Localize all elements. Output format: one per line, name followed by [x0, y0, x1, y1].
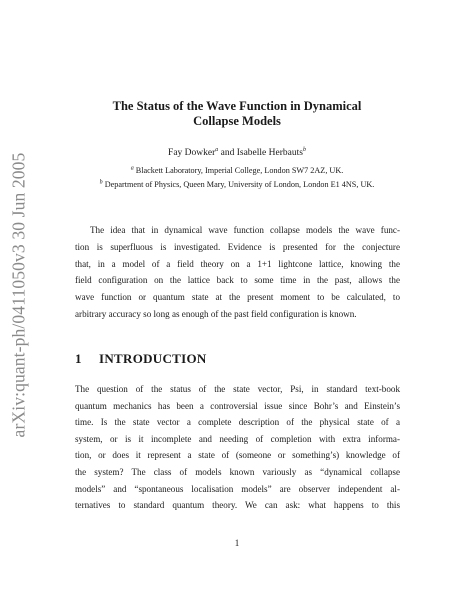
affiliation-mark: a: [215, 146, 219, 153]
author-name: Isabelle Herbauts: [236, 148, 303, 158]
body-line: ternatives to standard quantum theory. We can ask: what happens to this: [75, 500, 400, 511]
paper-title-line-1: The Status of the Wave Function in Dynamical: [112, 99, 362, 113]
author-list: [60, 148, 414, 158]
affiliation-mark: a: [130, 165, 134, 172]
abstract: [75, 222, 400, 323]
section-title: INTRODUCTION: [99, 351, 207, 366]
abstract-line: The idea that in dynamical wave function collapse models the wave func-: [90, 225, 400, 235]
affiliation-text: Department of Physics, Queen Mary, University of London, London E1 4NS, UK.: [102, 180, 375, 189]
author-name: Fay Dowker: [168, 148, 216, 158]
paper-title-line-2: Collapse Models: [193, 114, 281, 128]
section-heading: [75, 351, 207, 367]
arxiv-identifier-text: arXiv:quant-ph/0411050v3 30 Jun 2005: [8, 152, 29, 438]
affiliation: [50, 180, 424, 189]
abstract-line: that, in a model of a field theory on a 1+1 lightcone lattice, knowing the: [75, 258, 400, 269]
body-line: time. Is the state vector a complete description of the physical state of a: [75, 417, 400, 428]
author-connector: and: [218, 148, 237, 158]
body-line: tion, or does it represent a state of (someone or something’s) knowledge of: [75, 450, 400, 461]
body-line: system, or is it incomplete and needing of completion with extra informa-: [75, 433, 400, 444]
section-number: 1: [75, 351, 82, 366]
abstract-line: tion is superfluous is investigated. Evidence is presented for the conjecture: [75, 241, 400, 252]
body-line: The question of the status of the state vector, Psi, in standard text-book: [75, 384, 400, 394]
body-line: models” and “spontaneous localisation models” are observer independent al-: [75, 483, 400, 494]
body-line: quantum mechanics has been a controversial issue since Bohr’s and Einstein’s: [75, 400, 400, 411]
affiliation-mark: b: [302, 146, 306, 153]
affiliation: [50, 166, 424, 175]
abstract-line: wave function or quantum state at the present moment to be calculated, to: [75, 292, 400, 303]
arxiv-identifier-stamp: [4, 150, 34, 440]
abstract-line: field configuration on the lattice back to some time in the past, allows the: [75, 275, 400, 286]
body-line: the system? The class of models known variously as “dynamical collapse: [75, 466, 400, 477]
body-paragraph: [75, 381, 400, 514]
affiliation-mark: b: [99, 179, 103, 186]
affiliation-text: Blackett Laboratory, Imperial College, London SW7 2AZ, UK.: [133, 166, 344, 175]
abstract-line: arbitrary accuracy so long as enough of the past field configuration is known.: [75, 308, 357, 319]
paper-title: [60, 99, 414, 129]
page-number: 1: [234, 538, 240, 548]
